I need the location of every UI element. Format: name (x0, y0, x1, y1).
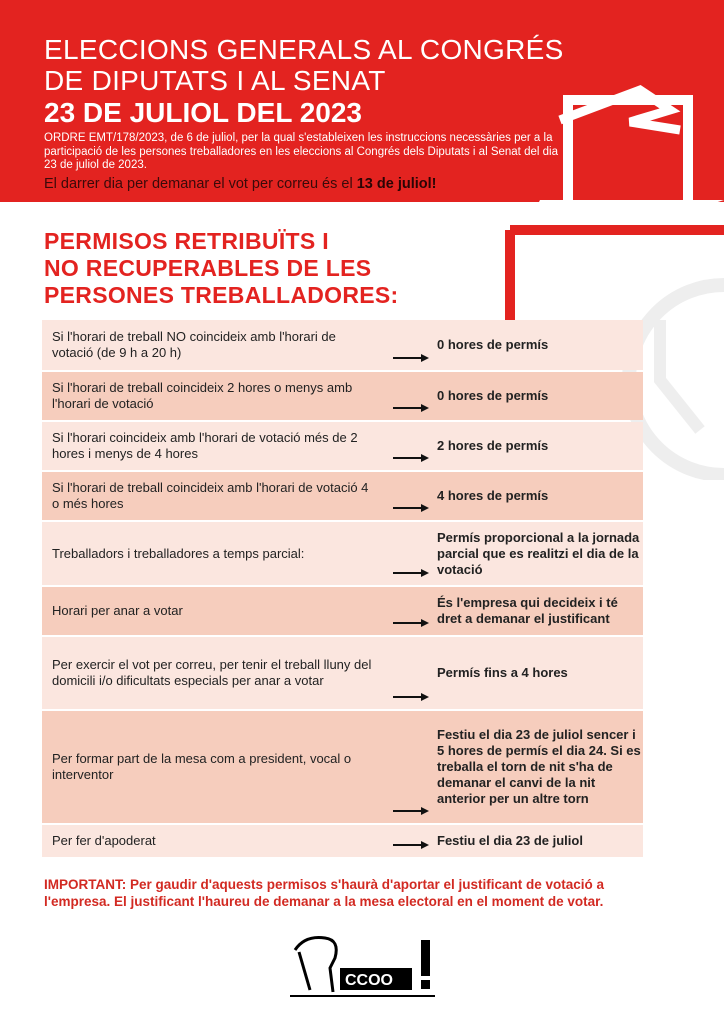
deadline-text: El darrer dia per demanar el vot per correu és el 13 de juliol! (44, 176, 437, 192)
arrow-right-icon (385, 422, 437, 470)
arrow-right-icon (385, 711, 437, 823)
permit: Festiu el dia 23 de juliol (437, 833, 583, 848)
condition: Per formar part de la mesa com a president, vocal o interventor (52, 751, 352, 782)
table-row (42, 825, 643, 857)
table-row (42, 422, 643, 470)
table-row (42, 587, 643, 635)
permit: 2 hores de permís (437, 438, 549, 453)
condition: Treballadors i treballadores a temps parcial: (52, 545, 305, 561)
arrow-right-icon (385, 472, 437, 520)
table-row (42, 320, 643, 370)
important-note: IMPORTANT: Per gaudir d'aquests permisos s'haurà d'aportar el justificant de votació a l'empresa. El justificant l'haureu de demanar a la mesa electoral en el moment de votar. (44, 877, 605, 909)
arrow-right-icon (385, 372, 437, 420)
condition: Si l'horari de treball coincideix 2 hores o menys amb l'horari de votació (52, 380, 353, 411)
arrow-right-icon (385, 522, 437, 585)
arrow-right-icon (385, 637, 437, 709)
arrow-right-icon (385, 587, 437, 635)
permit: 0 hores de permís (437, 337, 549, 352)
election-date: 23 DE JULIOL DEL 2023 (44, 97, 362, 128)
order-text: ORDRE EMT/178/2023, de 6 de juliol, per la qual s'estableixen les instruccions necessàries per a la participació de les persones treballadores en les eleccions al Congrés dels Diputats i al Senat del dia 23 de juliol de 2023. (44, 132, 558, 171)
section-heading: PERMISOS RETRIBUÏTS I NO RECUPERABLES DE LES PERSONES TREBALLADORES: (44, 228, 399, 308)
title: ELECCIONS GENERALS AL CONGRÉS DE DIPUTATS I AL SENAT (44, 34, 564, 96)
permit: 0 hores de permís (437, 388, 549, 403)
permit: Permís proporcional a la jornada parcial que es realitzi el dia de la votació (437, 529, 640, 577)
permit: Festiu el dia 23 de juliol sencer i 5 hores de permís el dia 24. Si es treballa el torn de nit s'ha de demanar el canvi de la nit anterior per un altre torn (437, 727, 641, 806)
logo-text: CCOO (345, 972, 393, 989)
table-row (42, 522, 643, 585)
arrow-right-icon (385, 825, 437, 857)
table-row (42, 372, 643, 420)
table-row (42, 711, 643, 823)
condition: Si l'horari coincideix amb l'horari de votació més de 2 hores i menys de 4 hores (52, 430, 358, 461)
permits-table (42, 320, 643, 859)
permit: És l'empresa qui decideix i té dret a demanar el justificant (437, 595, 618, 626)
permit: Permís fins a 4 hores (437, 665, 568, 680)
condition: Si l'horari de treball coincideix amb l'horari de votació 4 o més hores (52, 480, 369, 511)
condition: Horari per anar a votar (52, 603, 183, 618)
ccoo-logo (285, 930, 445, 1000)
condition: Per fer d'apoderat (52, 833, 156, 848)
condition: Si l'horari de treball NO coincideix amb l'horari de votació (de 9 h a 20 h) (52, 329, 336, 360)
arrow-right-icon (385, 320, 437, 370)
condition: Per exercir el vot per correu, per tenir el treball lluny del domicili i/o dificultats especials per anar a votar (52, 657, 372, 688)
table-row (42, 472, 643, 520)
table-row (42, 637, 643, 709)
permit: 4 hores de permís (437, 488, 549, 503)
